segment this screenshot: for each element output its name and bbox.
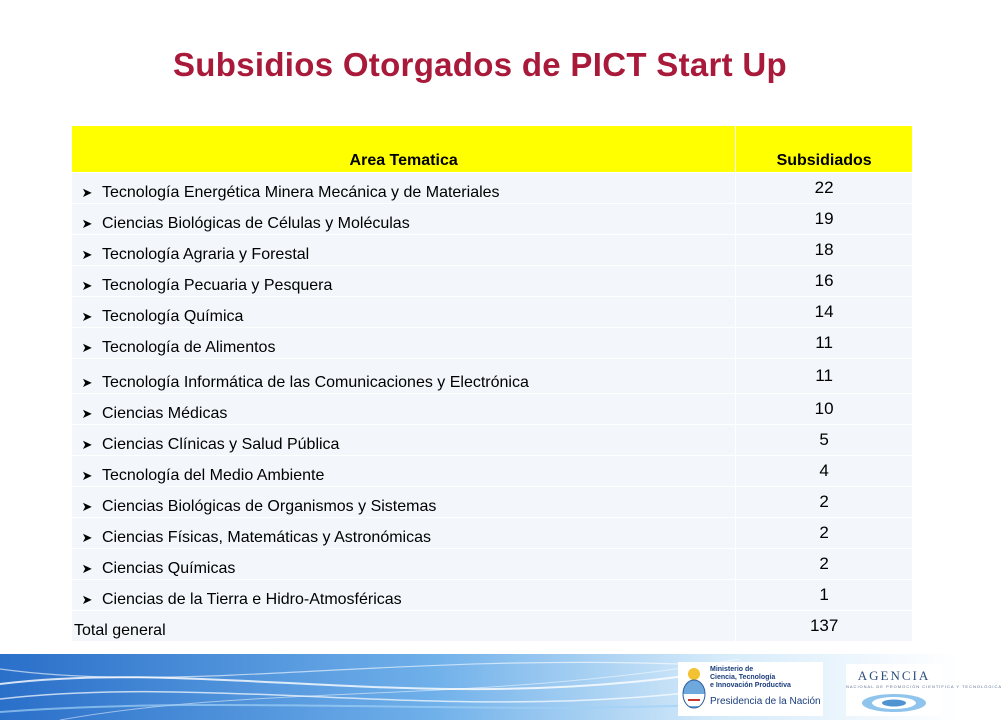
subsidiados-value: 5: [736, 425, 912, 456]
arrow-bullet-icon: ➤: [81, 309, 93, 324]
ministerio-name: [710, 666, 791, 690]
subsidiados-value: 16: [736, 266, 912, 297]
table-row: [72, 173, 912, 204]
area-label: Ciencias Biológicas de Células y Moléculas: [102, 215, 410, 232]
table-row: [72, 235, 912, 266]
area-label: Ciencias Médicas: [102, 405, 228, 422]
area-label: Tecnología Química: [102, 308, 244, 325]
table-row: [72, 204, 912, 235]
total-value: 137: [736, 611, 912, 642]
table-row: [72, 394, 912, 425]
table-header-row: [72, 126, 912, 173]
subsidiados-value: 11: [736, 359, 912, 394]
arrow-bullet-icon: ➤: [81, 592, 93, 607]
arrow-bullet-icon: ➤: [81, 216, 93, 231]
subsidiados-value: 2: [736, 518, 912, 549]
arrow-bullet-icon: ➤: [81, 375, 93, 390]
subsidiados-value: 18: [736, 235, 912, 266]
area-cell: [72, 297, 736, 328]
ministerio-line: Ciencia, Tecnología: [710, 674, 776, 681]
header-subsidiados: Subsidiados: [736, 126, 912, 173]
arrow-bullet-icon: ➤: [81, 406, 93, 421]
table-row: [72, 549, 912, 580]
subsidiados-value: 19: [736, 204, 912, 235]
area-cell: [72, 266, 736, 297]
subsidiados-value: 14: [736, 297, 912, 328]
area-label: Ciencias de la Tierra e Hidro-Atmosféricas: [102, 591, 402, 608]
area-label: Ciencias Químicas: [102, 560, 236, 577]
agencia-sun-icon: [859, 692, 929, 714]
arrow-bullet-icon: ➤: [81, 437, 93, 452]
area-cell: [72, 359, 736, 394]
area-cell: [72, 235, 736, 266]
area-label: Ciencias Biológicas de Organismos y Sistemas: [102, 498, 437, 515]
subsidiados-value: 2: [736, 549, 912, 580]
area-label: Ciencias Clínicas y Salud Pública: [102, 436, 340, 453]
arrow-bullet-icon: ➤: [81, 530, 93, 545]
area-label: Tecnología Energética Minera Mecánica y de Materiales: [102, 184, 500, 201]
arrow-bullet-icon: ➤: [81, 278, 93, 293]
arrow-bullet-icon: ➤: [81, 561, 93, 576]
area-cell: [72, 487, 736, 518]
area-label: Tecnología del Medio Ambiente: [102, 467, 325, 484]
area-label: Tecnología Pecuaria y Pesquera: [102, 277, 333, 294]
subsidiados-value: 2: [736, 487, 912, 518]
subsidiados-value: 22: [736, 173, 912, 204]
table-row: [72, 487, 912, 518]
header-area-tematica: Area Tematica: [72, 126, 736, 173]
area-label: Ciencias Físicas, Matemáticas y Astronómicas: [102, 529, 431, 546]
agencia-logo: [846, 664, 1002, 716]
subsidiados-value: 11: [736, 328, 912, 359]
slide-title: Subsidios Otorgados de PICT Start Up: [172, 46, 788, 83]
area-cell: [72, 456, 736, 487]
arrow-bullet-icon: ➤: [81, 247, 93, 262]
area-cell: [72, 204, 736, 235]
ministerio-line: Ministerio de: [710, 666, 754, 673]
table-row: [72, 580, 912, 611]
table-row: [72, 328, 912, 359]
subsidiados-value: 1: [736, 580, 912, 611]
ministerio-line: e Innovación Productiva: [710, 682, 791, 689]
ministerio-logo: [678, 662, 823, 716]
area-cell: [72, 549, 736, 580]
area-cell: [72, 425, 736, 456]
area-cell: [72, 580, 736, 611]
agencia-name: AGENCIA: [857, 668, 931, 683]
arrow-bullet-icon: ➤: [81, 499, 93, 514]
area-label: Tecnología de Alimentos: [102, 339, 276, 356]
table-row: [72, 425, 912, 456]
area-label: Tecnología Agraria y Forestal: [102, 246, 310, 263]
area-cell: [72, 328, 736, 359]
table-row: [72, 266, 912, 297]
area-cell: [72, 173, 736, 204]
area-cell: [72, 394, 736, 425]
table-total-row: [72, 611, 912, 642]
area-cell: [72, 518, 736, 549]
subsidies-table: [72, 126, 912, 642]
table-row: [72, 456, 912, 487]
arrow-bullet-icon: ➤: [81, 468, 93, 483]
presidencia-label: Presidencia de la Nación: [710, 696, 821, 707]
argentina-coat-of-arms-icon: [680, 666, 708, 712]
agencia-subtitle: NACIONAL DE PROMOCIÓN CIENTÍFICA Y TECNOLÓGICA: [846, 684, 1002, 689]
arrow-bullet-icon: ➤: [81, 185, 93, 200]
table-row: [72, 518, 912, 549]
area-label: Tecnología Informática de las Comunicaciones y Electrónica: [102, 374, 529, 391]
arrow-bullet-icon: ➤: [81, 340, 93, 355]
total-label: Total general: [74, 622, 166, 639]
subsidiados-value: 10: [736, 394, 912, 425]
subsidiados-value: 4: [736, 456, 912, 487]
table-row: [72, 297, 912, 328]
total-label-cell: [72, 611, 736, 642]
table-row: [72, 359, 912, 394]
